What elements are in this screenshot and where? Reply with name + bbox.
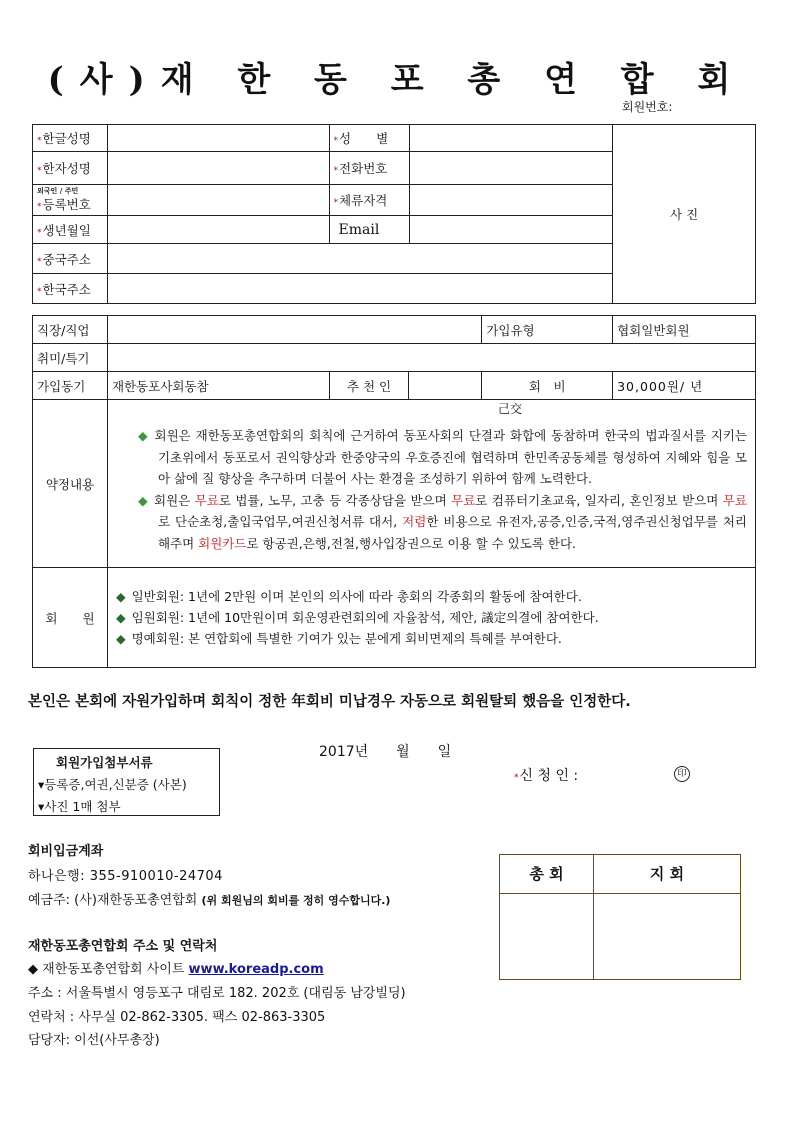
contact-heading: 재한동포총연합회 주소 및 연락처: [28, 939, 218, 954]
china-address-label: *중국주소: [33, 244, 108, 274]
signature-box: [499, 854, 741, 980]
seal-mark: 印: [674, 766, 690, 782]
photo-box[interactable]: [613, 125, 756, 304]
member-type-2: ◆ 임원회원: 1년에 10만원이며 회운영관련회의에 자율참석, 제안, 議定의결에 참여한다.: [115, 610, 599, 625]
agreement-item-2: ◆ 회원은 무료로 법률, 노무, 고충 등 각종상담을 받으며 무료로 컴퓨터기초교육, 일자리, 혼인정보 받으며 무료로 단순초청,출입국업무,여권신청서류 대서, 저렴한 비용으로 유전자,공증,인증,국적,영주권신청업무를 처리해주며 회원카드로 항공권,은행,전철,행사입장권으로 이용 할 수 있도록 한다.: [137, 492, 747, 551]
attachment-item: ▾사진 1매 첨부: [38, 799, 121, 814]
photo-label: 사 진: [670, 207, 699, 222]
join-type-value[interactable]: 협회일반회원: [613, 316, 756, 344]
email-field[interactable]: [409, 216, 613, 244]
agreement-content: [107, 400, 755, 568]
applicant-label: *신 청 인 :: [514, 768, 579, 784]
sign-head-office: 총 회: [529, 865, 564, 883]
members-label: 회 원: [33, 568, 108, 668]
motive-value[interactable]: 재한동포사회동참: [107, 372, 329, 400]
attachment-item: ▾등록증,여권,신분증 (사본): [38, 777, 187, 792]
bank-heading: 회비입금계좌: [28, 844, 104, 859]
birthdate-label: *생년월일: [33, 216, 108, 244]
recommender-label: 추 천 인: [329, 372, 409, 400]
fee-note: 己交: [497, 402, 522, 416]
attachments-heading: 회원가입첨부서류: [56, 755, 153, 770]
email-label: Email: [329, 216, 409, 244]
address-line: 주소 : 서울특별시 영등포구 대림로 182. 202호 (대림동 남강빌딩): [28, 986, 406, 1001]
korean-name-field[interactable]: [107, 125, 329, 152]
consent-statement: 본인은 본회에 자원가입하며 회칙이 정한 年회비 미납경우 자동으로 회원탈퇴 했음을 인정한다.: [28, 694, 631, 710]
stay-status-field[interactable]: [409, 185, 613, 216]
chinese-name-label: *한자성명: [33, 152, 108, 185]
gender-field[interactable]: [409, 125, 613, 152]
korean-name-label: *한글성명: [33, 125, 108, 152]
bank-holder: 예금주: (사)재한동포총연합회 (위 회원님의 회비를 정히 영수합니다.): [28, 893, 391, 908]
registration-number-field[interactable]: [107, 185, 329, 216]
job-label: 직장/직업: [33, 316, 108, 344]
personal-info-table: [32, 124, 756, 304]
phone-label: *전화번호: [329, 152, 409, 185]
birthdate-field[interactable]: [107, 216, 329, 244]
hobby-field[interactable]: [107, 344, 755, 372]
stay-status-label: *체류자격: [329, 185, 409, 216]
website-link[interactable]: www.koreadp.com: [188, 962, 324, 977]
bank-account: 하나은행: 355-910010-24704: [28, 869, 223, 884]
member-number-label: 회원번호:: [622, 100, 673, 114]
membership-table: [32, 315, 756, 668]
page-title: (사)재 한 동 포 총 연 합 회: [47, 60, 747, 100]
contact-person: 담당자: 이선(사무총장): [28, 1033, 160, 1048]
sign-branch: 지 회: [649, 865, 685, 883]
korea-address-field[interactable]: [107, 274, 612, 304]
members-content: [107, 568, 755, 668]
join-type-label: 가입유형: [482, 316, 613, 344]
registration-number-label: 외국인 / 주민 *등록번호: [33, 185, 108, 216]
motive-label: 가입동기: [33, 372, 108, 400]
chinese-name-field[interactable]: [107, 152, 329, 185]
phone-line: 연락처 : 사무실 02-862-3305. 팩스 02-863-3305: [28, 1010, 326, 1025]
agreement-item-1: ◆ 회원은 재한동포총연합회의 회칙에 근거하여 동포사회의 단결과 화합에 동참하며 한국의 법과질서를 지키는 기초위에서 동포로서 권익향상과 한중양국의 우호증진에 협력하며 한민족공동체를 형성하여 지혜와 힘을 모아 삶에 질 향상을 추구하며 더불어 사는 환경을 조성하기 위하여 함께 노력한다.: [137, 428, 747, 486]
member-type-1: ◆ 일반회원: 1년에 2만원 이며 본인의 의사에 따라 총회의 각종회의 활동에 참여한다.: [115, 589, 582, 604]
gender-label: *성 별: [329, 125, 409, 152]
application-date[interactable]: 2017년 월 일: [319, 744, 452, 760]
hobby-label: 취미/특기: [33, 344, 108, 372]
fee-label: 회 비: [482, 372, 613, 400]
china-address-field[interactable]: [107, 244, 612, 274]
member-type-3: ◆ 명예회원: 본 연합회에 특별한 기여가 있는 분에게 회비면제의 특혜를 부여한다.: [115, 631, 562, 646]
fee-value: 30,000원/ 년: [613, 372, 756, 400]
attachments-box: [33, 748, 220, 816]
job-field[interactable]: [107, 316, 481, 344]
phone-field[interactable]: [409, 152, 613, 185]
agreement-label: 약정내용: [33, 400, 108, 568]
recommender-field[interactable]: [409, 372, 482, 400]
website-line: ◆ 재한동포총연합회 사이트 www.koreadp.com: [28, 962, 324, 977]
korea-address-label: *한국주소: [33, 274, 108, 304]
